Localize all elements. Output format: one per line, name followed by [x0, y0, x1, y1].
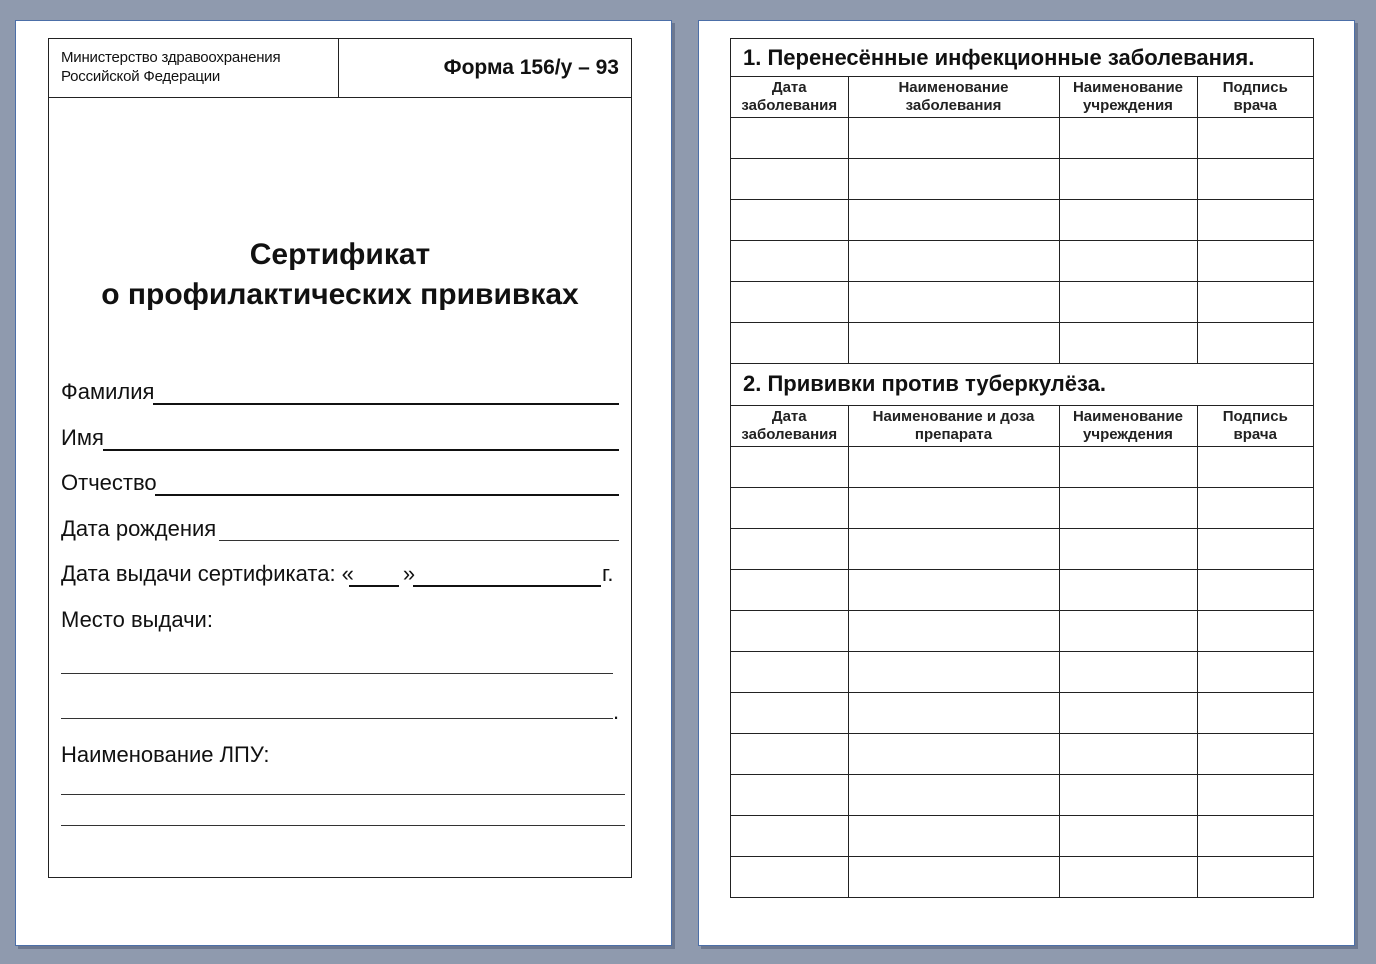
issue-place-line1[interactable] — [61, 673, 613, 674]
table-cell[interactable] — [1197, 693, 1313, 734]
table-cell[interactable] — [731, 241, 848, 282]
table-row — [731, 159, 1313, 200]
col-header-signature: Подпись врача — [1197, 77, 1313, 118]
surname-label: Фамилия — [61, 379, 155, 404]
issue-year-suffix: г. — [602, 561, 614, 586]
ministry-label — [49, 39, 339, 97]
table-cell[interactable] — [848, 282, 1059, 323]
table-cell[interactable] — [1059, 652, 1197, 693]
table-cell[interactable] — [1197, 200, 1313, 241]
birth-date-label: Дата рождения — [61, 516, 217, 541]
infectious-diseases-table — [731, 77, 1313, 364]
col-header-institution: Наименование учреждения — [1059, 406, 1197, 447]
table-cell[interactable] — [848, 570, 1059, 611]
table-row — [731, 816, 1313, 857]
table-cell[interactable] — [848, 529, 1059, 570]
table-cell[interactable] — [731, 159, 848, 200]
table-cell[interactable] — [848, 447, 1059, 488]
table-cell[interactable] — [731, 611, 848, 652]
records-table-frame — [730, 38, 1314, 898]
title-line1: Сертификат — [249, 238, 431, 271]
table-cell[interactable] — [1059, 282, 1197, 323]
table-cell[interactable] — [1197, 323, 1313, 364]
table-cell[interactable] — [848, 611, 1059, 652]
table-row — [731, 611, 1313, 652]
table-cell[interactable] — [1197, 529, 1313, 570]
certificate-frame — [48, 38, 632, 878]
col-header-date: Дата заболевания — [731, 77, 848, 118]
table-cell[interactable] — [848, 652, 1059, 693]
ministry-line2: Российской Федерации — [61, 68, 221, 85]
issue-month-field[interactable] — [413, 585, 601, 587]
table-cell[interactable] — [731, 118, 848, 159]
table-cell[interactable] — [1059, 447, 1197, 488]
issue-place-end: . — [613, 699, 620, 724]
certificate-back-page — [698, 20, 1355, 946]
table-cell[interactable] — [1197, 282, 1313, 323]
col-header-disease: Наименование заболевания — [848, 77, 1059, 118]
table-row — [731, 775, 1313, 816]
table-cell[interactable] — [731, 857, 848, 898]
ministry-line1: Министерство здравоохранения — [61, 49, 281, 66]
birth-date-field[interactable] — [219, 540, 619, 541]
col-header-signature: Подпись врача — [1197, 406, 1313, 447]
certificate-header — [49, 39, 631, 98]
table-cell[interactable] — [731, 570, 848, 611]
table-cell[interactable] — [1059, 775, 1197, 816]
table-cell[interactable] — [1059, 241, 1197, 282]
table-cell[interactable] — [848, 323, 1059, 364]
table-cell[interactable] — [731, 652, 848, 693]
table-cell[interactable] — [848, 775, 1059, 816]
table-cell[interactable] — [1197, 570, 1313, 611]
table-cell[interactable] — [1197, 652, 1313, 693]
issue-place-label: Место выдачи: — [61, 607, 213, 632]
table-cell[interactable] — [848, 488, 1059, 529]
table-cell[interactable] — [1059, 693, 1197, 734]
table-row — [731, 693, 1313, 734]
table-cell[interactable] — [731, 529, 848, 570]
table-header-row — [731, 406, 1313, 447]
table-cell[interactable] — [1197, 241, 1313, 282]
issue-date-label — [61, 561, 415, 587]
table-row — [731, 734, 1313, 775]
section2-title: 2. Прививки против туберкулёза. — [731, 364, 1313, 406]
surname-field[interactable] — [153, 403, 619, 405]
table-cell[interactable] — [1059, 200, 1197, 241]
patronymic-label: Отчество — [61, 470, 157, 495]
table-cell[interactable] — [848, 816, 1059, 857]
section1-title: 1. Перенесённые инфекционные заболевания. — [731, 39, 1313, 77]
table-cell[interactable] — [1059, 734, 1197, 775]
table-row — [731, 447, 1313, 488]
table-cell[interactable] — [848, 159, 1059, 200]
table-cell[interactable] — [731, 323, 848, 364]
table-cell[interactable] — [731, 775, 848, 816]
lpu-name-line2[interactable] — [61, 825, 625, 826]
table-cell[interactable] — [1197, 159, 1313, 200]
table-cell[interactable] — [1197, 857, 1313, 898]
patronymic-field[interactable] — [155, 494, 619, 496]
table-cell[interactable] — [731, 282, 848, 323]
table-cell[interactable] — [848, 118, 1059, 159]
table-row — [731, 241, 1313, 282]
col-header-institution: Наименование учреждения — [1059, 77, 1197, 118]
col-header-date: Дата заболевания — [731, 406, 848, 447]
table-cell[interactable] — [848, 857, 1059, 898]
col-header-preparation: Наименование и доза препарата — [848, 406, 1059, 447]
certificate-title — [49, 235, 631, 315]
table-cell[interactable] — [1059, 159, 1197, 200]
table-row — [731, 652, 1313, 693]
table-cell[interactable] — [731, 200, 848, 241]
table-row — [731, 570, 1313, 611]
table-cell[interactable] — [731, 734, 848, 775]
table-cell[interactable] — [1059, 816, 1197, 857]
form-number: Форма 156/у – 93 — [443, 56, 619, 79]
table-row — [731, 323, 1313, 364]
table-row — [731, 529, 1313, 570]
table-cell[interactable] — [731, 488, 848, 529]
table-cell[interactable] — [1059, 529, 1197, 570]
table-cell[interactable] — [1197, 118, 1313, 159]
table-cell[interactable] — [1197, 775, 1313, 816]
table-row — [731, 282, 1313, 323]
table-row — [731, 200, 1313, 241]
table-cell[interactable] — [1059, 323, 1197, 364]
issue-day-field[interactable] — [349, 585, 399, 587]
lpu-name-label: Наименование ЛПУ: — [61, 742, 270, 767]
table-cell[interactable] — [1059, 570, 1197, 611]
table-cell[interactable] — [848, 241, 1059, 282]
table-row — [731, 118, 1313, 159]
table-header-row — [731, 77, 1313, 118]
table-cell[interactable] — [1059, 611, 1197, 652]
table-cell[interactable] — [1197, 816, 1313, 857]
table-cell[interactable] — [1059, 118, 1197, 159]
table-cell[interactable] — [848, 200, 1059, 241]
certificate-front-page — [15, 20, 672, 946]
table-cell[interactable] — [1197, 447, 1313, 488]
issue-date-mid: » — [402, 561, 416, 586]
table-cell[interactable] — [848, 734, 1059, 775]
table-cell[interactable] — [1197, 611, 1313, 652]
table-cell[interactable] — [731, 693, 848, 734]
table-cell[interactable] — [731, 816, 848, 857]
table-row — [731, 488, 1313, 529]
table-cell[interactable] — [731, 447, 848, 488]
table-cell[interactable] — [1059, 857, 1197, 898]
issue-date-prefix: Дата выдачи сертификата: « — [61, 561, 354, 586]
tuberculosis-vaccinations-table — [731, 406, 1313, 898]
table-cell[interactable] — [1197, 488, 1313, 529]
table-cell[interactable] — [1059, 488, 1197, 529]
issue-place-line2[interactable] — [61, 718, 613, 719]
table-row — [731, 857, 1313, 898]
table-cell[interactable] — [1197, 734, 1313, 775]
title-line2: о профилактических прививках — [101, 278, 579, 311]
table-cell[interactable] — [848, 693, 1059, 734]
name-field[interactable] — [103, 449, 619, 451]
name-label: Имя — [61, 425, 104, 450]
lpu-name-line1[interactable] — [61, 794, 625, 795]
